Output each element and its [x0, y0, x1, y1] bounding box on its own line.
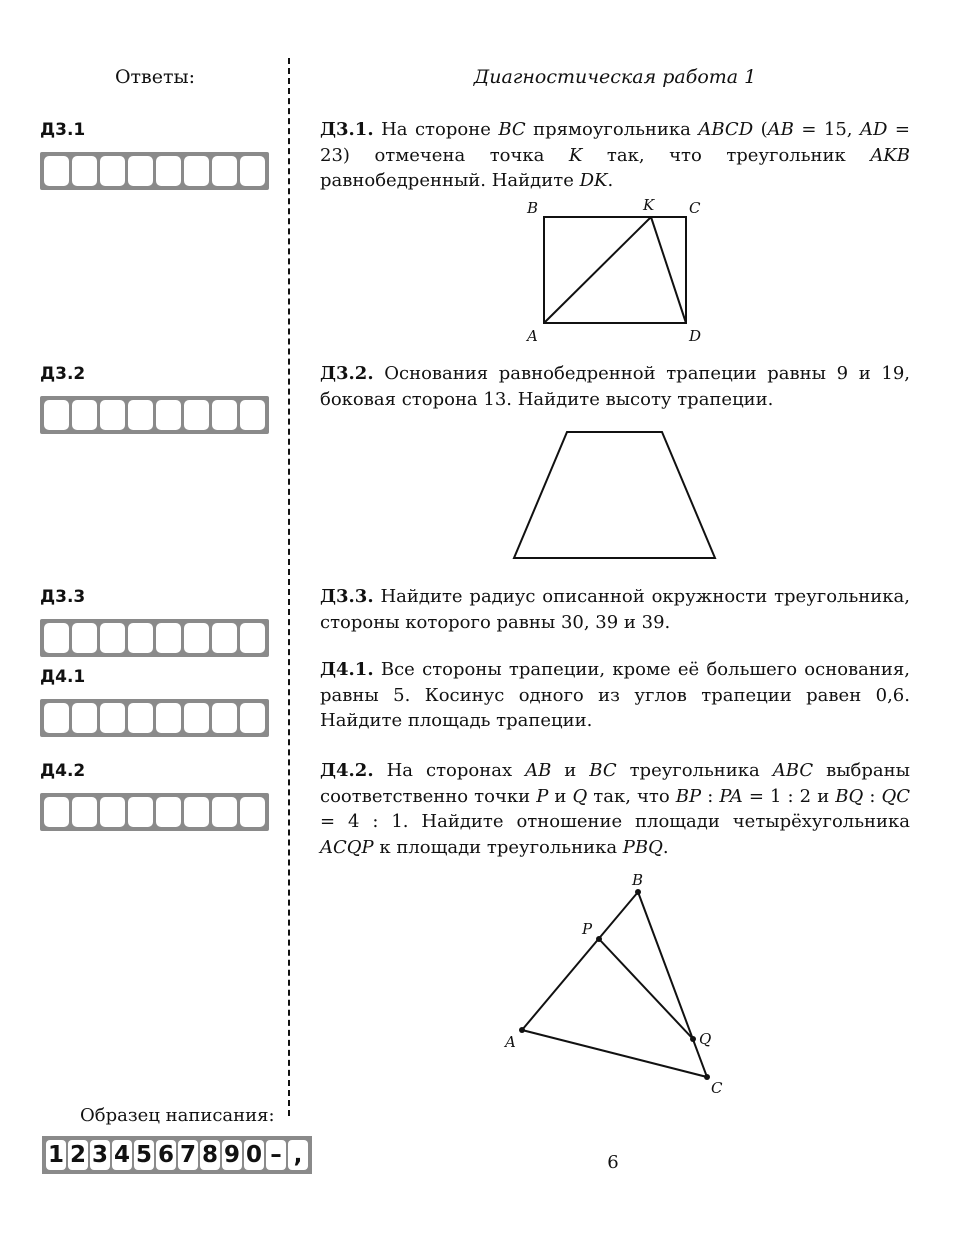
- label-a: A: [505, 1033, 516, 1051]
- math-var: DK: [579, 170, 608, 191]
- answer-cell[interactable]: [184, 703, 209, 733]
- answer-label-d33: Д3.3: [40, 587, 86, 607]
- math-var: PA: [719, 785, 743, 807]
- answer-cell[interactable]: [212, 400, 237, 430]
- answer-cell[interactable]: [212, 703, 237, 733]
- task-d42: [320, 758, 910, 860]
- answer-cell[interactable]: [212, 156, 237, 186]
- sample-digits: [42, 1136, 312, 1174]
- answer-cell[interactable]: [128, 703, 153, 733]
- task-number: Д4.1.: [320, 659, 374, 680]
- answer-field-d42[interactable]: [40, 793, 269, 831]
- answer-cell[interactable]: [72, 623, 97, 653]
- answers-heading: Ответы:: [114, 66, 196, 88]
- answer-cell[interactable]: [44, 623, 69, 653]
- answer-cell[interactable]: [72, 400, 97, 430]
- math-var: ACQP: [320, 836, 374, 858]
- answer-field-d41[interactable]: [40, 699, 269, 737]
- sample-char: 4: [113, 1142, 130, 1168]
- task-number: Д3.3.: [320, 586, 374, 607]
- label-p: P: [582, 920, 593, 938]
- answer-cell[interactable]: [128, 797, 153, 827]
- label-d: D: [689, 327, 702, 345]
- answer-cell[interactable]: [184, 156, 209, 186]
- math-var: QC: [881, 785, 910, 807]
- task-number: Д4.2.: [320, 760, 374, 781]
- math-var: PBQ: [622, 836, 663, 858]
- math-var: AD: [859, 119, 888, 140]
- label-a: A: [527, 327, 538, 345]
- math-var: AB: [525, 760, 552, 781]
- task-text: Основания равнобедренной трапеции равны 9 и 19, боковая сторона 13. Найдите высоту трапеции.: [320, 363, 910, 410]
- answer-cell[interactable]: [44, 156, 69, 186]
- answer-label-d41: Д4.1: [40, 667, 86, 687]
- sample-char: 5: [135, 1142, 152, 1168]
- sample-char: 0: [245, 1142, 262, 1168]
- answer-cell[interactable]: [184, 400, 209, 430]
- task-text: На сторонах AB и BC треугольника ABC выбраны соответственно точки P и Q так, что BP : PA = 1 : 2 и BQ : QC = 4 : 1. Найдите отношение площади четырёхугольника ACQP к площади треугольника PBQ.: [320, 760, 910, 858]
- math-var: BC: [498, 119, 526, 140]
- answer-cell[interactable]: [100, 400, 125, 430]
- answer-cell[interactable]: [44, 797, 69, 827]
- sample-char: 7: [179, 1142, 196, 1168]
- task-number: Д3.2.: [320, 363, 374, 384]
- task-d32: [320, 361, 910, 412]
- answer-cell[interactable]: [156, 703, 181, 733]
- math-var: Q: [572, 785, 588, 807]
- answer-field-d31[interactable]: [40, 152, 269, 190]
- sample-char: ,: [288, 1140, 308, 1170]
- sample-char: 8: [201, 1142, 218, 1168]
- answer-cell[interactable]: [156, 156, 181, 186]
- answer-cell[interactable]: [100, 156, 125, 186]
- answer-cell[interactable]: [72, 156, 97, 186]
- answer-cell[interactable]: [240, 156, 265, 186]
- answer-cell[interactable]: [72, 797, 97, 827]
- answer-cell[interactable]: [156, 623, 181, 653]
- answer-cell[interactable]: [212, 623, 237, 653]
- label-c: C: [711, 1079, 723, 1097]
- answer-cell[interactable]: [100, 623, 125, 653]
- sample-char: 1: [47, 1142, 64, 1168]
- math-var: ABCD: [698, 119, 754, 140]
- answer-cell[interactable]: [156, 797, 181, 827]
- answer-cell[interactable]: [44, 400, 69, 430]
- answer-cell[interactable]: [44, 703, 69, 733]
- label-c: C: [689, 199, 701, 217]
- answer-cell[interactable]: [184, 797, 209, 827]
- answer-label-d31: Д3.1: [40, 120, 86, 140]
- answer-cell[interactable]: [100, 797, 125, 827]
- dashed-divider: [288, 58, 290, 1116]
- answer-field-d32[interactable]: [40, 396, 269, 434]
- sample-char: 3: [91, 1142, 108, 1168]
- answer-cell[interactable]: [72, 703, 97, 733]
- trapezoid-figure: [500, 420, 730, 570]
- answer-cell[interactable]: [240, 400, 265, 430]
- math-var: K: [568, 144, 583, 166]
- sample-char: 2: [69, 1142, 86, 1168]
- answer-cell[interactable]: [128, 400, 153, 430]
- label-k: K: [643, 196, 655, 214]
- math-var: AKB: [870, 144, 910, 166]
- sample-char: 9: [223, 1142, 240, 1168]
- sample-char: 6: [157, 1142, 174, 1168]
- answer-cell[interactable]: [240, 703, 265, 733]
- math-var: ABC: [772, 760, 814, 781]
- rectangle-figure: [520, 195, 720, 350]
- triangle-figure: [495, 868, 735, 1098]
- answer-cell[interactable]: [240, 623, 265, 653]
- math-var: BC: [589, 760, 617, 781]
- task-d31: [320, 117, 910, 194]
- math-var: BQ: [835, 785, 864, 807]
- sample-char: –: [266, 1140, 286, 1170]
- math-var: P: [536, 785, 549, 807]
- answer-cell[interactable]: [128, 156, 153, 186]
- answer-cell[interactable]: [128, 623, 153, 653]
- answer-label-d42: Д4.2: [40, 761, 86, 781]
- answer-field-d33[interactable]: [40, 619, 269, 657]
- task-d41: [320, 657, 910, 734]
- answer-label-d32: Д3.2: [40, 364, 86, 384]
- label-q: Q: [699, 1030, 712, 1048]
- task-text: Все стороны трапеции, кроме её большего основания, равны 5. Косинус одного из углов трапеции равен 0,6. Найдите площадь трапеции.: [320, 659, 910, 731]
- answer-cell[interactable]: [100, 703, 125, 733]
- answer-cell[interactable]: [184, 623, 209, 653]
- task-d33: [320, 584, 910, 635]
- page-number: 6: [607, 1152, 619, 1173]
- answer-cell[interactable]: [240, 797, 265, 827]
- answer-cell[interactable]: [212, 797, 237, 827]
- label-b: B: [527, 199, 539, 217]
- task-text: На стороне BC прямоугольника ABCD (AB = 15, AD = 23) отмечена точка K так, что треугольник AKB равнобедренный. Найдите DK.: [320, 119, 910, 191]
- task-number: Д3.1.: [320, 119, 374, 140]
- task-text: Найдите радиус описанной окружности треугольника, стороны которого равны 30, 39 и 39.: [320, 586, 910, 633]
- math-var: AB: [767, 119, 794, 140]
- math-var: BP: [675, 785, 702, 807]
- sample-label: Образец написания:: [80, 1105, 275, 1126]
- answer-cell[interactable]: [156, 400, 181, 430]
- label-b: B: [632, 871, 644, 889]
- work-title: Диагностическая работа 1: [473, 66, 757, 88]
